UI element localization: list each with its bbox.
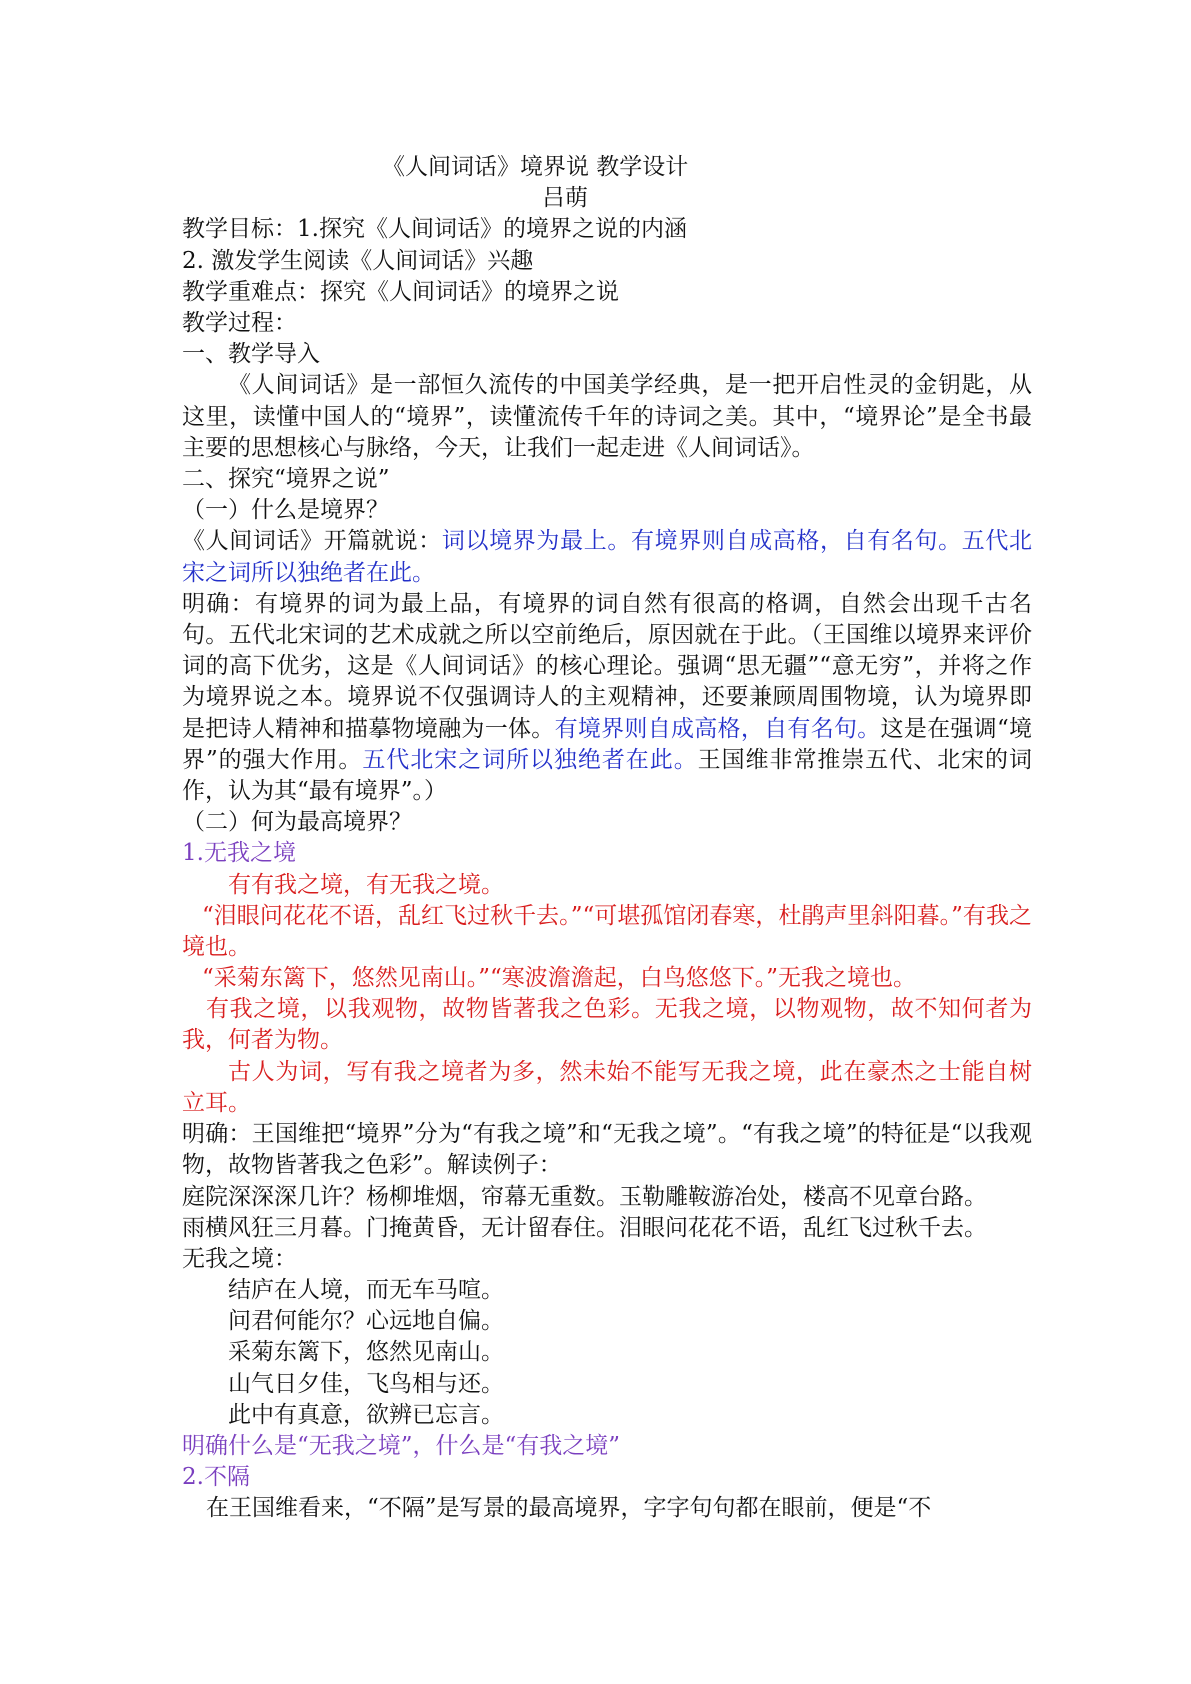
clarify-1-part-1: 明确：有境界的词为最上品，有境界的词自然有很高的格调，自然会出现千古名句。五代北宋词的艺术成就之所以空前绝后，原因就在于此。（王国维以境界来评价词的高下优劣，这是《人间词话》的核心理论。强调“思无疆”“意无穷”，并将之作为境界说之本。境界说不仅强调诗人的主观精神，还要兼顾周围物境，认为境界即是把诗人精神和描摹物境融为一体。	[182, 590, 1032, 742]
poem-1-line-2: 雨横风狂三月暮。门掩黄昏，无计留春住。泪眼问花花不语，乱红飞过秋千去。	[182, 1214, 987, 1241]
poem-2-line: 结庐在人境，而无车马喧。	[228, 1277, 504, 1304]
opening-quote: 词以境界为最上。有境界则自成高格，自有名句。五代北宋之词所以独绝者在此。	[182, 528, 1033, 586]
red-quote-4: 有我之境，以我观物，故物皆著我之色彩。无我之境，以物观物，故不知何者为我，何者为物。	[182, 996, 1032, 1054]
teaching-goal-1: 教学目标：1.探究《人间词话》的境界之说的内涵	[182, 216, 687, 243]
poem-1-line-1: 庭院深深深几许？杨柳堆烟，帘幕无重数。玉勒雕鞍游冶处，楼高不见章台路。	[182, 1183, 987, 1210]
red-quote-3: “采菊东篱下，悠然见南山。”“寒波澹澹起，白鸟悠悠下。”无我之境也。	[202, 965, 917, 992]
red-quote-1: 有有我之境，有无我之境。	[228, 871, 504, 898]
section-1-title: 一、教学导入	[182, 341, 320, 368]
document-page	[182, 152, 1032, 1525]
wuwo-label: 无我之境：	[182, 1245, 297, 1272]
teaching-key-point: 教学重难点：探究《人间词话》的境界之说	[182, 278, 619, 305]
purple-clarify: 明确什么是“无我之境”，什么是“有我之境”	[182, 1433, 621, 1459]
clarify-1-blue-1: 有境界则自成高格，自有名句。	[554, 715, 881, 742]
opening-lead: 《人间词话》开篇就说：	[182, 528, 442, 555]
section-2-title: 二、探究“境界之说”	[182, 465, 390, 492]
doc-author: 吕萌	[542, 185, 588, 212]
red-quote-5: 古人为词，写有我之境者为多，然未始不能写无我之境，此在豪杰之士能自树立耳。	[182, 1058, 1032, 1116]
clarify-2-paragraph: 明确：王国维把“境界”分为“有我之境”和“无我之境”。“有我之境”的特征是“以我观物，故物皆著我之色彩”。解读例子：	[182, 1121, 1032, 1179]
clarify-1-paragraph	[182, 589, 1032, 807]
poem-2-line: 问君何能尔？心远地自偏。	[228, 1308, 504, 1335]
clarify-1-part-3: 王国维非常推崇五代、北宋的词作，认为其“最有境界”。）	[182, 746, 1033, 804]
teaching-goal-2: 2. 激发学生阅读《人间词话》兴趣	[182, 247, 534, 274]
item-2-title: 2.不隔	[182, 1464, 250, 1491]
doc-title: 《人间词话》境界说 教学设计	[382, 154, 689, 180]
poem-2-line: 山气日夕佳，飞鸟相与还。	[228, 1370, 504, 1397]
poem-2-line: 此中有真意，欲辨已忘言。	[228, 1401, 504, 1428]
item-1-title: 1.无我之境	[182, 840, 296, 867]
last-line: 在王国维看来，“不隔”是写景的最高境界，字字句句都在眼前，便是“不	[206, 1495, 932, 1522]
poem-2-line: 采菊东篱下，悠然见南山。	[228, 1339, 504, 1366]
subsection-2-title: （二）何为最高境界？	[182, 809, 412, 836]
intro-paragraph: 《人间词话》是一部恒久流传的中国美学经典，是一把开启性灵的金钥匙，从这里，读懂中国人的“境界”，读懂流传千年的诗词之美。其中，“境界论”是全书最主要的思想核心与脉络，今天，让我们一起走进《人间词话》。	[182, 372, 1032, 461]
red-quote-2: “泪眼问花花不语，乱红飞过秋千去。”“可堪孤馆闭春寒，杜鹃声里斜阳暮。”有我之境也。	[182, 902, 1032, 960]
teaching-process-label: 教学过程：	[182, 309, 297, 336]
clarify-1-part-2: 这是在强调“境界”的强大作用。	[182, 715, 1033, 773]
subsection-1-title: （一）什么是境界？	[182, 497, 389, 524]
opening-quote-paragraph	[182, 526, 1032, 588]
clarify-1-blue-2: 五代北宋之词所以独绝者在此。	[362, 746, 698, 773]
